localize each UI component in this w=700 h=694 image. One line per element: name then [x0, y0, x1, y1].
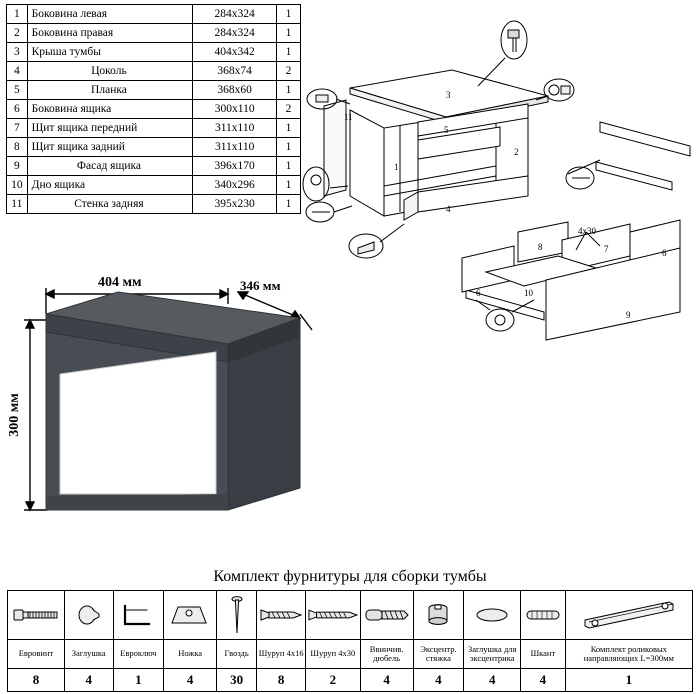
- hardware-count: 4: [64, 669, 113, 692]
- nail-icon: [216, 591, 256, 640]
- part-name: Фасад ящика: [27, 157, 193, 176]
- hardware-count: 4: [164, 669, 217, 692]
- part-quantity: 1: [277, 81, 301, 100]
- part-quantity: 1: [277, 5, 301, 24]
- cabinet-right-side: [228, 336, 300, 510]
- part-number: 3: [7, 43, 28, 62]
- part-number: 5: [7, 81, 28, 100]
- height-label: 300 мм: [7, 393, 22, 437]
- part-number: 4: [7, 62, 28, 81]
- hardware-count: 4: [464, 669, 521, 692]
- screw-size-label: 4х30: [578, 226, 596, 236]
- part-name: Боковина правая: [27, 24, 193, 43]
- part-quantity: 1: [277, 176, 301, 195]
- screw-4x30-icon: [305, 591, 360, 640]
- cabinet-render-svg: [0, 270, 380, 570]
- table-row: [7, 157, 301, 176]
- part-dimensions: 368х60: [193, 81, 277, 100]
- part-number: 2: [7, 24, 28, 43]
- cabinet-plinth: [46, 494, 228, 510]
- hardware-label: Шуруп 4х30: [305, 640, 360, 669]
- part-dimensions: 396х170: [193, 157, 277, 176]
- part-name: Стенка задняя: [27, 195, 193, 214]
- hardware-label: Комплект роликовых направляющих L=300мм: [565, 640, 692, 669]
- part-dimensions: 300х110: [193, 100, 277, 119]
- hardware-label: Ножка: [164, 640, 217, 669]
- euro-key-icon: [113, 591, 164, 640]
- hardware-label: Евровинт: [8, 640, 65, 669]
- part-number: 10: [7, 176, 28, 195]
- callout-2: 2: [514, 147, 519, 157]
- euro-screw-icon: [8, 591, 65, 640]
- screw-in-dowel-icon: [360, 591, 413, 640]
- callout-8: 8: [538, 242, 543, 252]
- callout-6-right: 6: [662, 248, 667, 258]
- hardware-label: Шкант: [521, 640, 565, 669]
- callout-1: 1: [394, 162, 399, 172]
- part-quantity: 1: [277, 24, 301, 43]
- hardware-count: 1: [565, 669, 692, 692]
- hardware-counts-row: [8, 669, 693, 692]
- hardware-count: 4: [521, 669, 565, 692]
- part-number: 9: [7, 157, 28, 176]
- part-name: Планка: [27, 81, 193, 100]
- table-row: [7, 119, 301, 138]
- callout-10: 10: [524, 288, 533, 298]
- dowel-icon: [521, 591, 565, 640]
- part-name: Дно ящика: [27, 176, 193, 195]
- table-row: [7, 100, 301, 119]
- part-number: 6: [7, 100, 28, 119]
- cam-lock-icon: [413, 591, 464, 640]
- part-dimensions: 395х230: [193, 195, 277, 214]
- hardware-label: Евроключ: [113, 640, 164, 669]
- parts-table: [6, 4, 301, 214]
- hardware-count: 8: [8, 669, 65, 692]
- part-name: Боковина левая: [27, 5, 193, 24]
- table-row: [7, 195, 301, 214]
- depth-label: 346 мм: [240, 278, 281, 293]
- hardware-label: Гвоздь: [216, 640, 256, 669]
- hardware-label: Заглушка: [64, 640, 113, 669]
- foot-icon: [164, 591, 217, 640]
- callout-7: 7: [604, 244, 609, 254]
- part-number: 11: [7, 195, 28, 214]
- part-dimensions: 340х296: [193, 176, 277, 195]
- width-label: 404 мм: [98, 275, 142, 290]
- table-row: [7, 138, 301, 157]
- hardware-label: Эксцентр. стяжка: [413, 640, 464, 669]
- part-quantity: 1: [277, 119, 301, 138]
- table-row: [7, 81, 301, 100]
- part-quantity: 1: [277, 157, 301, 176]
- hardware-label: Заглушка для эксцентрика: [464, 640, 521, 669]
- hardware-label: Ввинчив. дюбель: [360, 640, 413, 669]
- part-name: Щит ящика задний: [27, 138, 193, 157]
- table-row: [7, 62, 301, 81]
- hardware-icons-row: [8, 591, 693, 640]
- hardware-count: 4: [413, 669, 464, 692]
- part-dimensions: 311х110: [193, 119, 277, 138]
- table-row: [7, 176, 301, 195]
- cabinet-render: [0, 270, 380, 570]
- part-number: 1: [7, 5, 28, 24]
- hardware-section-title: Комплект фурнитуры для сборки тумбы: [213, 568, 487, 585]
- part-dimensions: 284х324: [193, 5, 277, 24]
- callout-11: 11: [344, 112, 353, 122]
- table-row: [7, 24, 301, 43]
- hardware-count: 4: [360, 669, 413, 692]
- part-quantity: 1: [277, 195, 301, 214]
- hardware-table: [7, 590, 693, 692]
- cam-cap-icon: [464, 591, 521, 640]
- part-quantity: 1: [277, 43, 301, 62]
- callout-3: 3: [446, 90, 451, 100]
- part-name: Боковина ящика: [27, 100, 193, 119]
- hardware-count: 2: [305, 669, 360, 692]
- hardware-count: 1: [113, 669, 164, 692]
- part-dimensions: 311х110: [193, 138, 277, 157]
- screw-4x16-icon: [257, 591, 306, 640]
- part-dimensions: 404х342: [193, 43, 277, 62]
- part-quantity: 1: [277, 138, 301, 157]
- drawer-front-panel: [60, 352, 216, 494]
- height-dimension: [24, 320, 48, 510]
- callout-6-left: 6: [476, 288, 481, 298]
- hardware-count: 8: [257, 669, 306, 692]
- part-number: 8: [7, 138, 28, 157]
- hardware-labels-row: [8, 640, 693, 669]
- part-number: 7: [7, 119, 28, 138]
- part-dimensions: 368х74: [193, 62, 277, 81]
- part-quantity: 2: [277, 100, 301, 119]
- part-dimensions: 284х324: [193, 24, 277, 43]
- table-row: [7, 5, 301, 24]
- drawer-slide-icon: [565, 591, 692, 640]
- hardware-count: 30: [216, 669, 256, 692]
- cap-icon: [64, 591, 113, 640]
- part-quantity: 2: [277, 62, 301, 81]
- part-name: Крыша тумбы: [27, 43, 193, 62]
- callout-9: 9: [626, 310, 631, 320]
- hardware-label: Шуруп 4х16: [257, 640, 306, 669]
- part-name: Щит ящика передний: [27, 119, 193, 138]
- part-name: Цоколь: [27, 62, 193, 81]
- callout-4: 4: [446, 204, 451, 214]
- callout-5: 5: [444, 125, 449, 135]
- table-row: [7, 43, 301, 62]
